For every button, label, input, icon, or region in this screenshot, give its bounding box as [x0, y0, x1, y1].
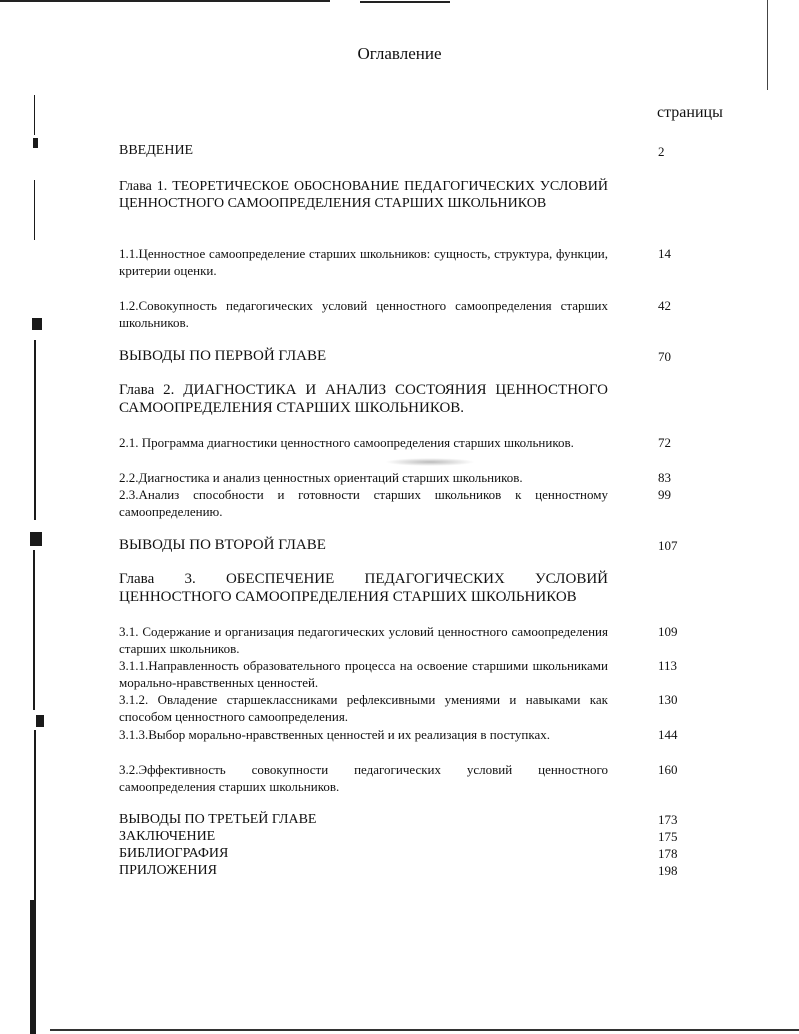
toc-entry-1-2	[119, 297, 608, 331]
toc-entry-1-1	[119, 245, 608, 279]
toc-entry-conclusions-1	[119, 347, 608, 365]
toc-entry-text: Глава 2. ДИАГНОСТИКА И АНАЛИЗ СОСТОЯНИЯ ЦЕННОСТНОГО САМООПРЕДЕЛЕНИЯ СТАРШИХ ШКОЛЬНИКОВ.	[119, 382, 608, 416]
toc-entry-text: Глава 3. ОБЕСПЕЧЕНИЕ ПЕДАГОГИЧЕСКИХ УСЛОВИЙ ЦЕННОСТНОГО САМООПРЕДЕЛЕНИЯ СТАРШИХ ШКОЛЬНИКОВ	[119, 571, 608, 605]
toc-entry-text: Глава 1. ТЕОРЕТИЧЕСКОЕ ОБОСНОВАНИЕ ПЕДАГОГИЧЕСКИХ УСЛОВИЙ ЦЕННОСТНОГО САМООПРЕДЕЛЕНИЯ СТАРШИХ ШКОЛЬНИКОВ	[119, 179, 608, 211]
toc-entry-text: 3.1.3.Выбор морально-нравственных ценностей и их реализация в поступках.	[119, 727, 550, 742]
toc-entry-page: 14	[658, 246, 671, 261]
toc-entry-2-3	[119, 486, 608, 520]
toc-entry-text: 3.1. Содержание и организация педагогических условий ценностного самоопределения старших школьников.	[119, 624, 608, 656]
toc-entry-conclusions-3	[119, 811, 608, 828]
toc-entry-page: 130	[658, 692, 678, 707]
toc-entry-appendices	[119, 862, 608, 879]
scan-left-edge	[0, 0, 60, 1034]
toc-entry-conclusion	[119, 828, 608, 845]
toc-entry-page: 109	[658, 624, 678, 639]
toc-entry-3-2	[119, 761, 608, 795]
toc-entry-text: 1.1.Ценностное самоопределение старших школьников: сущность, структура, функции, критерии оценки.	[119, 246, 608, 278]
toc-entry-text: 2.2.Диагностика и анализ ценностных ориентаций старших школьников.	[119, 470, 523, 485]
toc-entry-page: 2	[658, 144, 665, 159]
toc-entry-text: БИБЛИОГРАФИЯ	[119, 846, 229, 861]
toc-title: Оглавление	[357, 44, 442, 63]
toc-entry-text: ВЫВОДЫ ПО ТРЕТЬЕЙ ГЛАВЕ	[119, 812, 317, 827]
toc-entry-3-1-3	[119, 726, 608, 743]
toc-entry-3-1	[119, 623, 608, 657]
toc-entry-page: 107	[658, 538, 678, 553]
toc-chapter-3-heading	[119, 570, 608, 606]
scan-top-edge	[0, 0, 799, 8]
toc-entry-text: ВВЕДЕНИЕ	[119, 143, 194, 158]
scan-right-edge	[759, 0, 799, 1034]
toc-entry-text: 3.1.2. Овладение старшеклассниками рефлексивными умениями и навыками как способом ценностного самоопределения.	[119, 692, 608, 724]
toc-entry-page: 175	[658, 829, 678, 844]
toc-entry-text: 3.2.Эффективность совокупности педагогических условий ценностного самоопределения старших школьников.	[119, 762, 608, 794]
toc-entry-text: 1.2.Совокупность педагогических условий ценностного самоопределения старших школьников.	[119, 298, 608, 330]
scan-bottom-edge	[0, 1024, 799, 1034]
toc-entry-2-1	[119, 434, 608, 451]
toc-entry-text: ВЫВОДЫ ПО ПЕРВОЙ ГЛАВЕ	[119, 348, 327, 364]
toc-entry-page: 178	[658, 846, 678, 861]
toc-entry-text: 2.1. Программа диагностики ценностного самоопределения старших школьников.	[119, 435, 574, 450]
toc-entry-page: 99	[658, 487, 671, 502]
toc-entry-3-1-2	[119, 691, 608, 725]
toc-entry-text: ЗАКЛЮЧЕНИЕ	[119, 829, 216, 844]
toc-entry-3-1-1	[119, 657, 608, 691]
toc-entry-page: 113	[658, 658, 678, 673]
toc-chapter-2-heading	[119, 381, 608, 417]
toc-entry-page: 72	[658, 435, 671, 450]
toc-entry-text: 3.1.1.Направленность образовательного процесса на освоение старшими школьниками морально-нравственных ценностей.	[119, 658, 608, 690]
pages-column-header: страницы	[657, 104, 723, 121]
toc-entry-2-2	[119, 469, 608, 486]
toc-entry-text: ПРИЛОЖЕНИЯ	[119, 863, 217, 878]
toc-entry-page: 198	[658, 863, 678, 878]
toc-entry-page: 160	[658, 762, 678, 777]
toc-chapter-1-heading	[119, 178, 608, 212]
toc-entry-text: 2.3.Анализ способности и готовности старших школьников к ценностному самоопределению.	[119, 487, 608, 519]
toc-entry-page: 173	[658, 812, 678, 827]
toc-entry-page: 70	[658, 349, 671, 364]
toc-entry-text: ВЫВОДЫ ПО ВТОРОЙ ГЛАВЕ	[119, 537, 326, 553]
toc-entry-page: 83	[658, 470, 671, 485]
toc-entry-page: 42	[658, 298, 671, 313]
toc-entry-introduction	[119, 142, 608, 159]
toc-entry-conclusions-2	[119, 536, 608, 554]
toc-entry-bibliography	[119, 845, 608, 862]
scan-smudge	[385, 458, 475, 466]
toc-entry-page: 144	[658, 727, 678, 742]
